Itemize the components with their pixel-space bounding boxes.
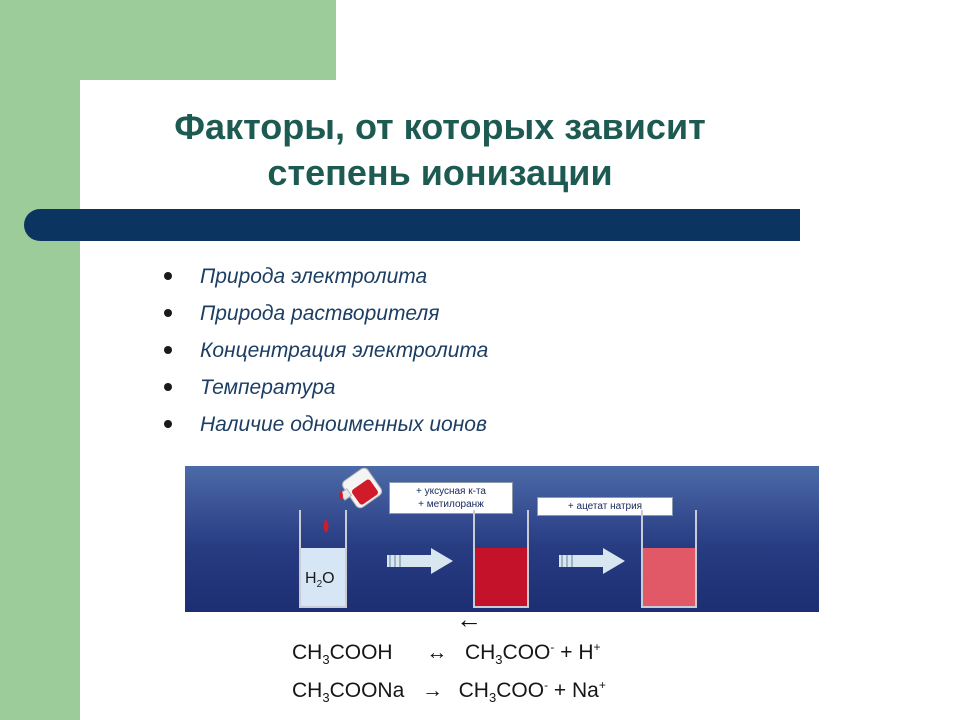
equation-acetic-acid: $CH_3COOH$ ↔ $CH_3COO^- + H^+$: [292, 640, 601, 668]
bullet-icon: [164, 383, 172, 391]
red-liquid: [475, 548, 527, 606]
arrow-right-icon: [385, 546, 455, 576]
bullet-icon: [164, 309, 172, 317]
title-underline-bar: [24, 209, 800, 241]
bullet-icon: [164, 272, 172, 280]
equilibrium-arrow-icon: ↔: [426, 641, 448, 664]
equation-sodium-acetate: $CH_3COONa \to CH_3COO^- + Na^+$: [292, 678, 606, 706]
list-item: Природа растворителя: [160, 295, 488, 332]
list-item: Концентрация электролита: [160, 332, 488, 369]
ionization-illustration: [185, 466, 819, 612]
beaker-water: [299, 510, 347, 608]
bullet-icon: [164, 420, 172, 428]
title-line-1: Факторы, от которых зависит: [174, 106, 706, 147]
slide-title: [90, 104, 790, 196]
left-green-panel: [0, 0, 80, 720]
list-item: Природа электролита: [160, 258, 488, 295]
bullet-icon: [164, 346, 172, 354]
right-arrow-icon: →: [421, 679, 443, 702]
back-arrow-icon: ←: [456, 604, 482, 634]
list-item: Температура: [160, 369, 488, 406]
label-acetic-acid: + уксусная к-та + метилоранж: [389, 482, 513, 514]
title-line-2: степень ионизации: [267, 152, 613, 193]
factor-list: [160, 258, 488, 443]
top-green-panel: [0, 0, 336, 80]
beaker-acid: [473, 510, 529, 608]
arrow-right-icon: [557, 546, 627, 576]
list-item: Наличие одноименных ионов: [160, 406, 488, 443]
pink-liquid: [643, 548, 695, 606]
water-label: $H_2O$: [305, 569, 335, 590]
label-sodium-acetate: + ацетат натрия: [537, 497, 673, 516]
beaker-acetate: [641, 510, 697, 608]
